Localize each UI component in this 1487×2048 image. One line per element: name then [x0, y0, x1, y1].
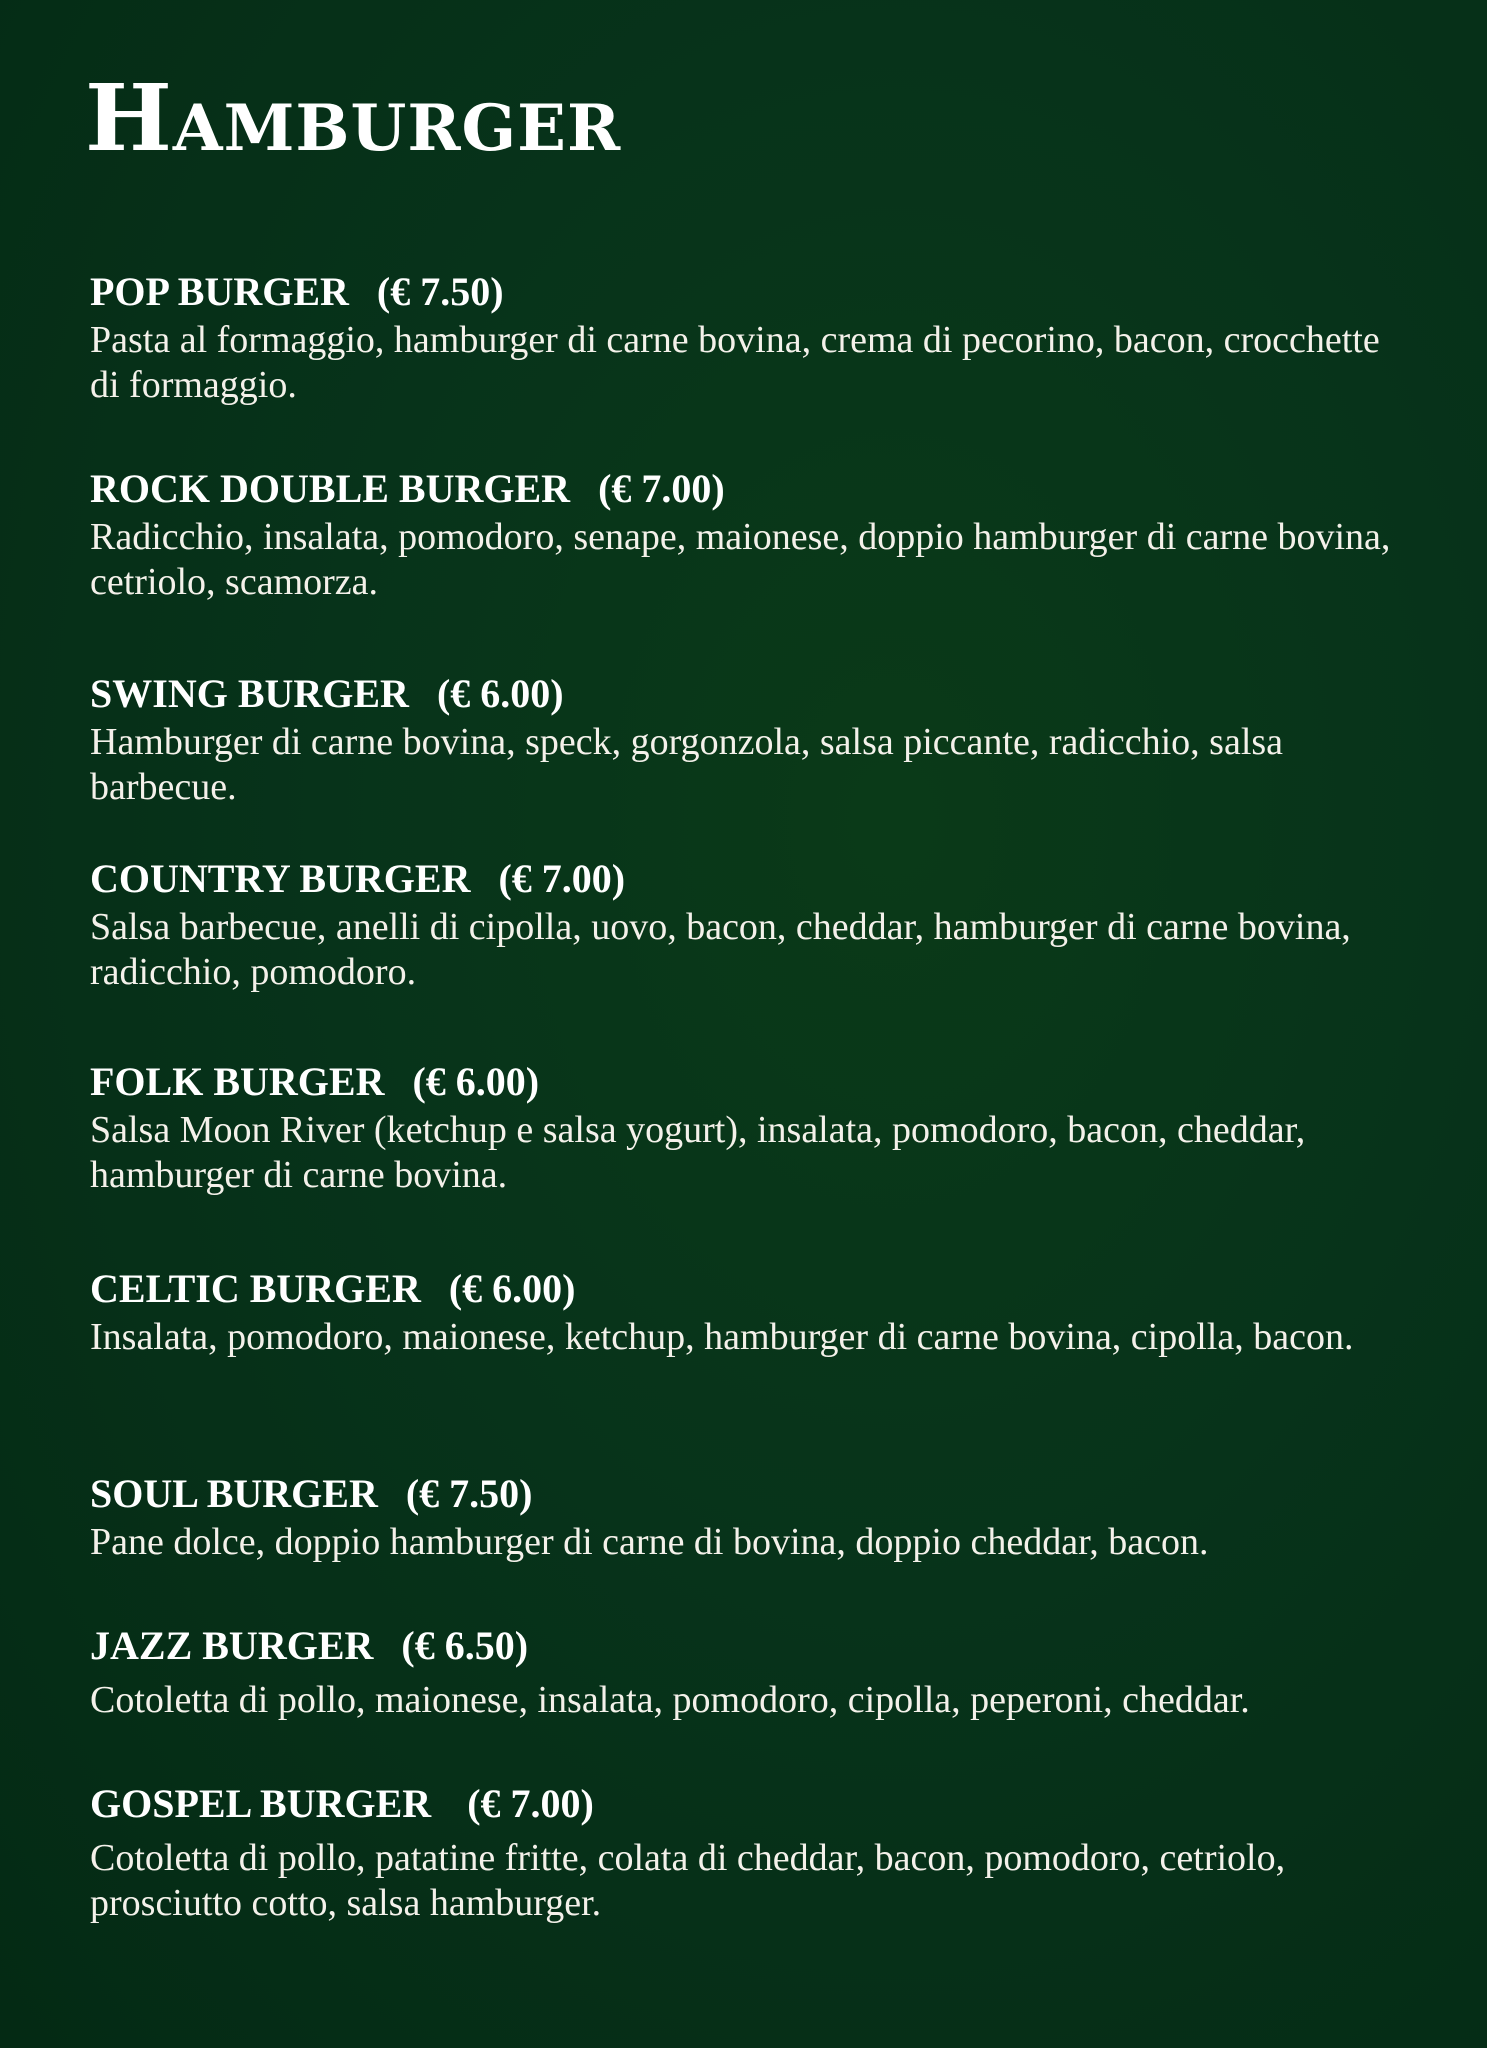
item-name: COUNTRY BURGER — [90, 856, 471, 901]
item-header — [90, 268, 1430, 316]
item-price: (€ 7.50) — [376, 269, 504, 314]
item-description: Salsa Moon River (ketchup e salsa yogurt), insalata, pomodoro, bacon, cheddar, hamburger di carne bovina. — [90, 1109, 1306, 1196]
item-price: (€ 6.50) — [401, 1623, 529, 1668]
item-description: Cotoletta di pollo, patatine fritte, colata di cheddar, bacon, pomodoro, cetriolo, prosciutto cotto, salsa hamburger. — [90, 1837, 1286, 1924]
item-description: Pane dolce, doppio hamburger di carne di bovina, doppio cheddar, bacon. — [90, 1521, 1209, 1563]
item-price: (€ 7.00) — [598, 466, 725, 511]
item-header — [90, 1622, 1430, 1670]
item-price: (€ 7.50) — [405, 1471, 533, 1516]
item-header — [90, 1470, 1430, 1518]
item-header — [90, 1265, 1430, 1313]
item-name: ROCK DOUBLE BURGER — [90, 466, 571, 511]
menu-item-swing-burger — [90, 670, 1430, 810]
item-name: POP BURGER — [90, 269, 349, 314]
menu-item-gospel-burger — [90, 1780, 1430, 1926]
menu-item-country-burger — [90, 855, 1430, 995]
item-description: Salsa barbecue, anelli di cipolla, uovo, bacon, cheddar, hamburger di carne bovina, radicchio, pomodoro. — [90, 906, 1351, 993]
item-name: SOUL BURGER — [90, 1471, 378, 1516]
item-price: (€ 6.00) — [412, 1059, 540, 1104]
item-price: (€ 6.00) — [448, 1266, 576, 1311]
menu-item-celtic-burger — [90, 1265, 1430, 1360]
item-description: Insalata, pomodoro, maionese, ketchup, hamburger di carne bovina, cipolla, bacon. — [90, 1316, 1354, 1358]
item-description: Cotoletta di pollo, maionese, insalata, pomodoro, cipolla, peperoni, cheddar. — [90, 1679, 1250, 1721]
item-price: (€ 7.00) — [467, 1781, 594, 1826]
item-name: GOSPEL BURGER — [90, 1781, 432, 1826]
item-price: (€ 6.00) — [436, 671, 564, 716]
item-header — [90, 465, 1430, 513]
item-name: SWING BURGER — [90, 671, 409, 716]
item-price: (€ 7.00) — [498, 856, 626, 901]
menu-item-rock-double-burger — [90, 465, 1430, 605]
page-title: Hamburger — [85, 64, 622, 172]
item-description: Radicchio, insalata, pomodoro, senape, maionese, doppio hamburger di carne bovina, cetriolo, scamorza. — [90, 516, 1391, 603]
item-name: JAZZ BURGER — [90, 1623, 374, 1668]
item-description: Pasta al formaggio, hamburger di carne bovina, crema di pecorino, bacon, crocchette di formaggio. — [90, 319, 1380, 406]
item-header — [90, 1780, 1430, 1828]
item-header — [90, 1058, 1430, 1106]
menu-item-soul-burger — [90, 1470, 1430, 1565]
menu-item-jazz-burger — [90, 1622, 1430, 1723]
item-name: CELTIC BURGER — [90, 1266, 421, 1311]
item-header — [90, 855, 1430, 903]
item-name: FOLK BURGER — [90, 1059, 385, 1104]
menu-item-folk-burger — [90, 1058, 1430, 1198]
item-description: Hamburger di carne bovina, speck, gorgonzola, salsa piccante, radicchio, salsa barbecue. — [90, 721, 1284, 808]
menu-item-pop-burger — [90, 268, 1430, 408]
item-header — [90, 670, 1430, 718]
